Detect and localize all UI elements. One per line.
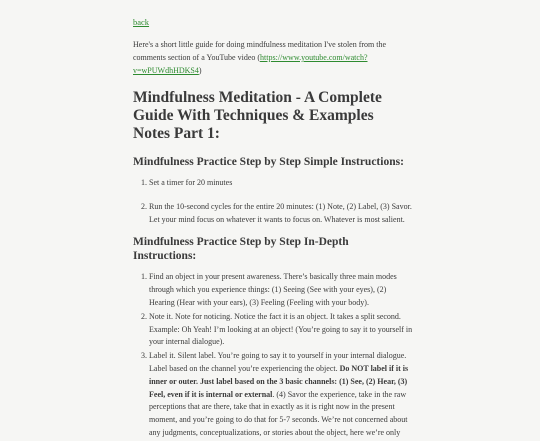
in-depth-instructions-heading: Mindfulness Practice Step by Step In-Depth Instructions:: [133, 236, 349, 263]
intro-paragraph: [133, 38, 413, 77]
item3-text: Label it. Silent label. You’re going to say it to yourself in your internal dialogue. Label based on the channel you’re experiencing the object.: [149, 351, 407, 373]
list-item: 2. Run the 10-second cycles for the entire 20 minutes: (1) Note, (2) Label, (3) Savor. Let your mind focus on whatever it wants to focus on. Whatever is most salient.: [149, 201, 413, 227]
intro-text-after: ): [198, 66, 202, 75]
item3-text-continued: . (4) Savor the experience, take in the raw perceptions that are there, take that in exactly as it is right now in the present moment, and you’re going to do that for 5-7 seconds. We’re not concerned about any judgments, conceptualizations, or stories about the object, here we’re only: [149, 389, 408, 437]
youtube-link[interactable]: https://www.youtube.com/watch?v=wPUWdhHDKS4: [133, 53, 368, 75]
simple-instructions-heading: Mindfulness Practice Step by Step Simple Instructions:: [133, 156, 404, 168]
list-item: 2. Note it. Note for noticing. Notice the fact it is an object. It takes a split second. Example: Oh Yeah! I’m looking at an object! (You’re going to say it to yourself in your internal dialogue).: [149, 311, 413, 349]
page-title: Mindfulness Meditation - A Complete Guide With Techniques & Examples Notes Part 1:: [133, 89, 382, 142]
list-item: 1. Set a timer for 20 minutes: [149, 177, 413, 190]
list-item: [149, 350, 413, 440]
simple-instructions-list: [133, 177, 413, 226]
in-depth-instructions-list: [133, 271, 413, 439]
list-item: 1. Find an object in your present awareness. There’s basically three main modes through which you experience things: (1) Seeing (See with your eyes), (2) Hearing (Hear with your ears), (3) Feeling (Feeling with your body).: [149, 271, 413, 309]
back-link[interactable]: back: [133, 17, 150, 27]
intro-text-before: Here's a short little guide for doing mindfulness meditation I've stolen from the comments section of a YouTube video (: [133, 40, 387, 62]
item3-bold-text: Do NOT label if it is inner or outer. Just label based on the 3 basic channels: (1) See, (2) Hear, (3) Feel, even if it is internal or external: [149, 363, 409, 399]
content-column: [133, 17, 413, 441]
